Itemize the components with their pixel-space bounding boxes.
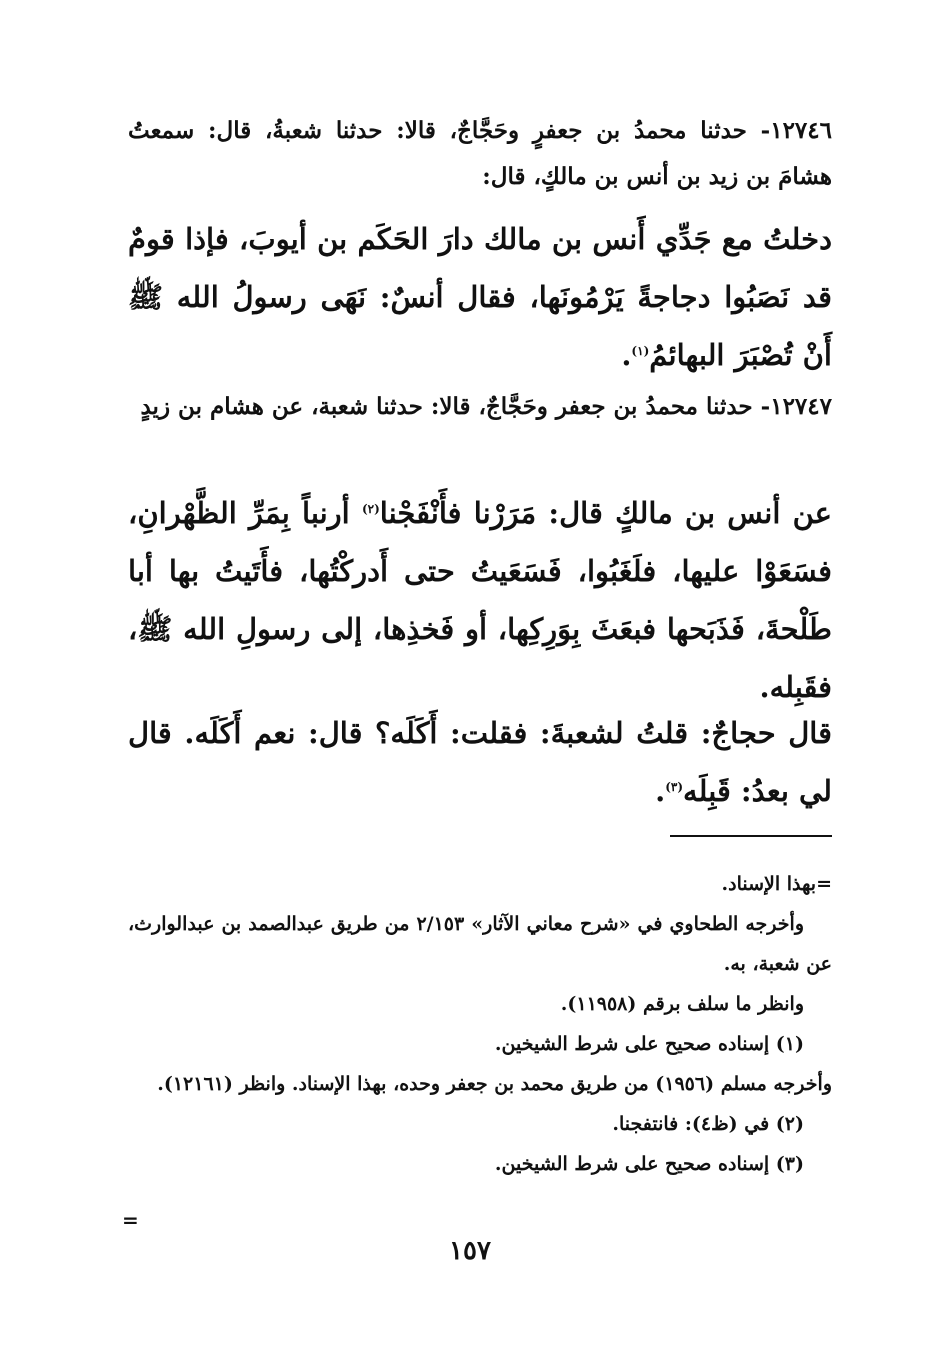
hadith-12747-matn [128, 484, 832, 716]
hadith-12746-text: دخلتُ مع جَدِّي أَنس بن مالك دارَ الحَكَم بن أيوبَ، فإذا قومٌ قد نَصَبُوا دجاجةً يَرْمُونَها، فقال أنسٌ: نَهَى رسولُ الله ﷺ أَنْ تُصْبَرَ البهائمُ [128, 222, 832, 372]
continuation-mark: = [122, 1208, 139, 1232]
footnote-continuation-tahawi: وأخرجه الطحاوي في «شرح معاني الآثار» ٢/١٥٣ من طريق عبدالصمد بن عبدالوارث، عن شعبة، به. [128, 913, 832, 975]
hajjaj-text: قال حجاجٌ: قلتُ لشعبةَ: فقلت: أَكَلَه؟ قال: نعم أَكَلَه. قال لي بعدُ: قَبِلَه [128, 716, 832, 808]
footnote-ref-2: (٢) [361, 502, 380, 516]
hadith-12747-hajjaj [128, 704, 832, 820]
page-number: ١٥٧ [449, 1236, 491, 1266]
hadith-12747-isnad: ١٢٧٤٧- حدثنا محمدُ بن جعفر وحَجَّاجٌ، قالا: حدثنا شعبة، عن هشام بن زيدٍ [140, 393, 832, 420]
footnote-separator [670, 835, 832, 837]
hadith-12746-matn [128, 210, 832, 384]
hadith-12747-text-2: أرنباً بِمَرِّ الظَّهْرانِ، فسَعَوْا عليها، فلَغَبُوا، فَسَعَيتُ حتى أَدركْتُها، فأَتَيتُ بها أبا طَلْحةَ، فَذَبَحها فبعَثَ بِوَرِكِها، أو فَخذِها، إلى رسولِ الله ﷺ، فقَبِله. [128, 496, 832, 704]
footnote-continuation: =بهذا الإسناد. [721, 873, 832, 895]
footnote-ref-1: (١) [631, 344, 650, 358]
hadith-12746-end: . [621, 338, 632, 372]
hajjaj-end: . [655, 774, 666, 808]
footnote-ref-3: (٣) [665, 780, 684, 794]
footnote-continuation-see: وانظر ما سلف برقم (١١٩٥٨). [560, 993, 804, 1015]
footnote-1-muslim: وأخرجه مسلم (١٩٥٦) من طريق محمد بن جعفر وحده، بهذا الإسناد. وانظر (١٢١٦١). [157, 1073, 832, 1095]
footnotes [128, 864, 832, 1184]
hadith-12747-text-1: عن أنس بن مالكٍ قال: مَرَرْنا فأَنْفَجْنا [379, 496, 832, 530]
hadith-12746-isnad: ١٢٧٤٦- حدثنا محمدُ بن جعفرٍ وحَجَّاجٌ، قالا: حدثنا شعبةُ، قال: سمعتُ هشامَ بن زيد بن أنس بن مالكٍ، قال: [128, 117, 832, 190]
footnote-3: (٣) إسناده صحيح على شرط الشيخين. [494, 1153, 804, 1175]
footnote-1: (١) إسناده صحيح على شرط الشيخين. [494, 1033, 804, 1055]
footnote-2: (٢) في (ظ٤): فانتفجنا. [612, 1113, 804, 1135]
